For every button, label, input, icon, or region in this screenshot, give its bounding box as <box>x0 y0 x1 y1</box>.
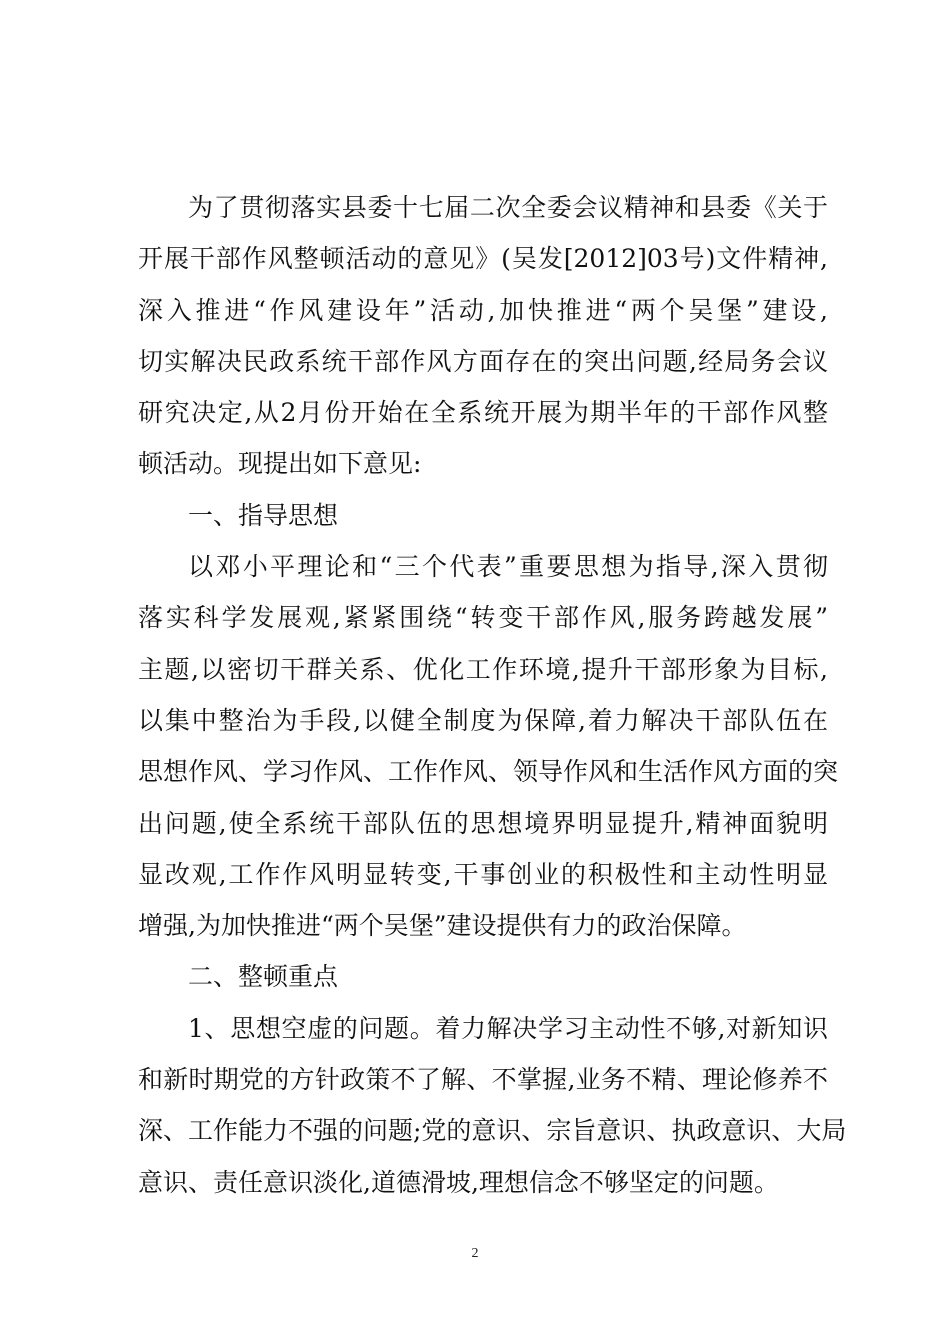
paragraph-guiding-line-3: 主题,以密切干群关系、优化工作环境,提升干部形象为目标, <box>138 654 828 684</box>
paragraph-intro-line-1: 为了贯彻落实县委十七届二次全委会议精神和县委《关于 <box>188 193 828 222</box>
paragraph-focus-line-4: 意识、责任意识淡化,道德滑坡,理想信念不够坚定的问题。 <box>138 1167 779 1197</box>
paragraph-focus-line-1: 1、思想空虚的问题。着力解决学习主动性不够,对新知识 <box>188 1013 828 1043</box>
paragraph-intro-line-2: 开展干部作风整顿活动的意见》(吴发[2012]03号)文件精神, <box>138 244 828 274</box>
document-body <box>138 182 847 1208</box>
paragraph-focus-line-3: 深、工作能力不强的问题;党的意识、宗旨意识、执政意识、大局 <box>138 1116 847 1146</box>
section-heading-guiding-thought: 一、指导思想 <box>188 500 339 530</box>
paragraph-intro-line-5: 研究决定,从2月份开始在全系统开展为期半年的干部作风整 <box>138 398 828 428</box>
paragraph-guiding-line-1: 以邓小平理论和“三个代表”重要思想为指导,深入贯彻 <box>188 552 828 582</box>
paragraph-guiding-line-5: 思想作风、学习作风、工作作风、领导作风和生活作风方面的突 <box>138 757 839 787</box>
paragraph-guiding-line-6: 出问题,使全系统干部队伍的思想境界明显提升,精神面貌明 <box>138 808 828 838</box>
paragraph-intro-line-4: 切实解决民政系统干部作风方面存在的突出问题,经局务会议 <box>138 346 828 376</box>
paragraph-focus-line-2: 和新时期党的方针政策不了解、不掌握,业务不精、理论修养不 <box>138 1065 828 1095</box>
paragraph-guiding-line-2: 落实科学发展观,紧紧围绕“转变干部作风,服务跨越发展” <box>138 603 828 633</box>
section-heading-rectification-focus: 二、整顿重点 <box>188 962 339 992</box>
paragraph-intro-line-3: 深入推进“作风建设年”活动,加快推进“两个吴堡”建设, <box>138 295 828 325</box>
paragraph-intro-line-6: 顿活动。现提出如下意见: <box>138 449 422 479</box>
page-number: 2 <box>471 1246 479 1261</box>
paragraph-guiding-line-7: 显改观,工作作风明显转变,干事创业的积极性和主动性明显 <box>138 859 828 889</box>
paragraph-guiding-line-4: 以集中整治为手段,以健全制度为保障,着力解决干部队伍在 <box>138 705 828 735</box>
paragraph-guiding-line-8: 增强,为加快推进“两个吴堡”建设提供有力的政治保障。 <box>138 911 747 941</box>
